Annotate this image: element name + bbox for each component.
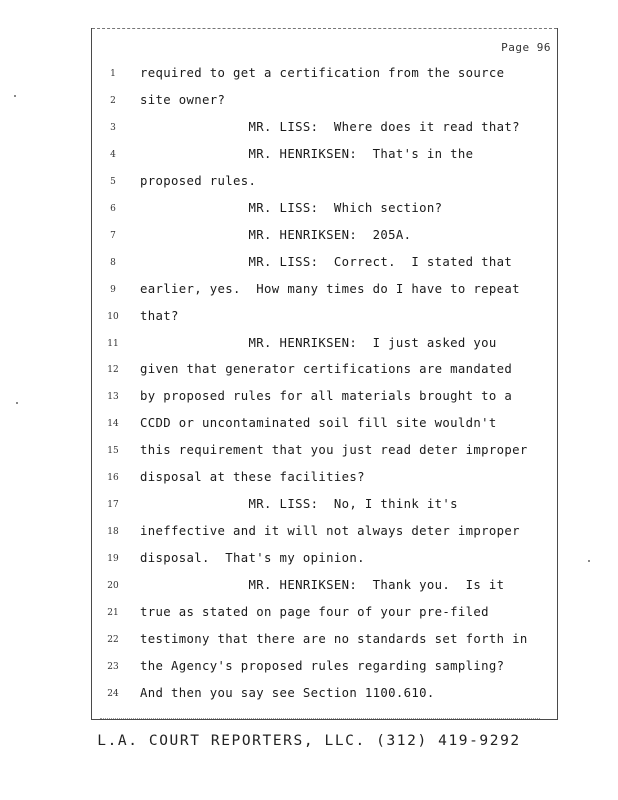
transcript-line (92, 361, 559, 387)
top-border (92, 28, 557, 29)
line-text: disposal at these facilities? (140, 470, 365, 485)
line-text: this requirement that you just read deter improper (140, 443, 528, 458)
line-text: MR. HENRIKSEN: Thank you. Is it (140, 578, 505, 593)
transcript-line (92, 308, 559, 334)
line-number: 14 (107, 419, 119, 430)
line-number: 5 (110, 176, 116, 187)
line-text: MR. HENRIKSEN: I just asked you (140, 335, 497, 350)
line-text: true as stated on page four of your pre-filed (140, 605, 489, 619)
transcript-line (92, 550, 559, 576)
line-number: 15 (107, 446, 119, 457)
line-number: 24 (107, 688, 119, 699)
line-number: 9 (110, 284, 116, 295)
line-text: disposal. That's my opinion. (140, 551, 365, 566)
page-number-label: Page 96 (501, 41, 551, 54)
scan-speck (588, 560, 590, 562)
line-number: 4 (110, 149, 116, 160)
transcript-line (92, 254, 559, 280)
line-text: MR. HENRIKSEN: That's in the (140, 146, 474, 161)
line-text: testimony that there are no standards set forth in (140, 631, 528, 646)
line-number: 2 (110, 95, 116, 106)
line-number: 1 (110, 69, 116, 79)
transcript-line (92, 200, 559, 226)
line-number: 17 (107, 500, 119, 511)
line-text: MR. LISS: Which section? (140, 200, 443, 215)
line-number: 23 (107, 661, 119, 672)
line-number: 13 (107, 392, 119, 403)
line-text: required to get a certification from the source (140, 66, 505, 80)
line-text: MR. LISS: Where does it read that? (140, 119, 520, 134)
transcript-line (92, 335, 559, 361)
scan-speck (16, 402, 18, 404)
line-number: 12 (107, 365, 119, 376)
transcript-line (92, 604, 559, 630)
transcript-line (92, 577, 559, 603)
line-text: MR. LISS: Correct. I stated that (140, 254, 513, 269)
transcript-line (92, 631, 559, 657)
line-number: 18 (107, 527, 119, 538)
transcript-line (92, 442, 559, 468)
scan-noise-line (100, 718, 540, 719)
transcript-line (92, 523, 559, 549)
court-reporter-footer: L.A. COURT REPORTERS, LLC. (312) 419-9292 (97, 733, 521, 749)
line-text: site owner? (140, 92, 226, 107)
transcript-line (92, 281, 559, 307)
transcript-line (92, 496, 559, 522)
line-text: that? (140, 308, 179, 323)
line-number: 19 (107, 554, 119, 565)
line-text: proposed rules. (140, 173, 257, 188)
line-number: 16 (107, 473, 119, 484)
line-number: 7 (110, 230, 116, 241)
transcript-line (92, 65, 559, 91)
line-number: 6 (110, 203, 116, 214)
line-number: 11 (107, 338, 119, 349)
transcript-page-frame (91, 28, 558, 720)
line-number: 10 (107, 311, 119, 322)
line-number: 3 (110, 122, 116, 133)
line-text: And then you say see Section 1100.610. (140, 685, 435, 700)
transcript-line (92, 469, 559, 495)
scan-speck (14, 95, 16, 97)
line-number: 22 (107, 634, 119, 645)
line-text: earlier, yes. How many times do I have to repeat (140, 281, 520, 296)
line-text: MR. LISS: No, I think it's (140, 497, 458, 512)
transcript-line (92, 146, 559, 172)
line-text: CCDD or uncontaminated soil fill site wouldn't (140, 416, 497, 431)
transcript-line (92, 685, 559, 711)
transcript-line (92, 227, 559, 253)
line-text: given that generator certifications are mandated (140, 362, 513, 377)
line-number: 21 (107, 608, 119, 618)
transcript-line (92, 173, 559, 199)
line-text: MR. HENRIKSEN: 205A. (140, 227, 412, 242)
transcript-line (92, 415, 559, 441)
line-text: ineffective and it will not always deter improper (140, 524, 520, 539)
transcript-line (92, 388, 559, 414)
line-text: by proposed rules for all materials brought to a (140, 389, 513, 404)
line-number: 8 (110, 257, 116, 268)
transcript-line (92, 92, 559, 118)
line-text: the Agency's proposed rules regarding sampling? (140, 658, 505, 673)
transcript-line (92, 119, 559, 145)
line-number: 20 (107, 581, 119, 592)
transcript-line (92, 658, 559, 684)
